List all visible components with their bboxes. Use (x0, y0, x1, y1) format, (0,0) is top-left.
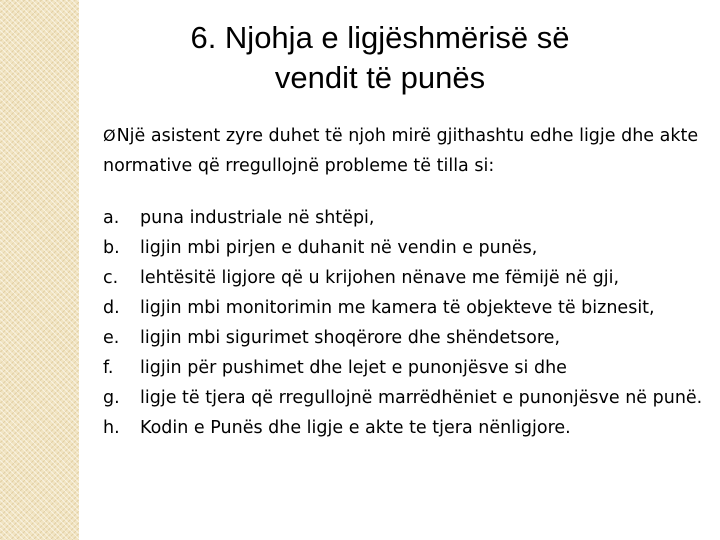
list-item (103, 203, 703, 233)
list-item-marker: h. (103, 418, 120, 438)
decorative-side-strip (0, 0, 79, 540)
list-item-text: ligje të tjera që rregullojnë marrëdhëniet e punonjësve në punë. (140, 388, 703, 408)
list-item-marker: c. (103, 268, 119, 288)
intro-paragraph (103, 121, 703, 181)
list-item-text: ligjin mbi sigurimet shoqërore dhe shëndetsore, (140, 328, 561, 348)
list-item-marker: f. (103, 358, 114, 378)
list-item (103, 293, 703, 323)
list-item-text: ligjin mbi pirjen e duhanit në vendin e punës, (140, 238, 538, 258)
list-item-text: ligjin për pushimet dhe lejet e punonjësve si dhe (140, 358, 567, 378)
list-item-marker: d. (103, 298, 120, 318)
list-item-text: ligjin mbi monitorimin me kamera të objekteve të biznesit, (140, 298, 655, 318)
list-item (103, 413, 703, 443)
list-item-marker: a. (103, 208, 120, 228)
arrow-bullet-icon: Ø (103, 126, 116, 145)
list-item (103, 383, 703, 413)
list-item (103, 263, 703, 293)
list-item-text: lehtësitë ligjore që u krijohen nënave me fëmijë në gji, (140, 268, 620, 288)
list-item (103, 323, 703, 353)
slide-title-line-1: 6. Njohja e ligjëshmërisë së (190, 20, 570, 55)
list-item-marker: g. (103, 388, 120, 408)
list-item-text: Kodin e Punës dhe ligje e akte te tjera nënligjore. (140, 418, 571, 438)
list-item (103, 353, 703, 383)
slide-title-line-2: vendit të punës (274, 60, 486, 95)
regulation-list (103, 203, 703, 443)
list-item (103, 233, 703, 263)
list-item-text: puna industriale në shtëpi, (140, 208, 375, 228)
list-item-marker: e. (103, 328, 120, 348)
list-item-marker: b. (103, 238, 120, 258)
intro-text: Një asistent zyre duhet të njoh mirë gjithashtu edhe ligje dhe akte normative që rregullojnë probleme të tilla si: (103, 126, 699, 176)
slide-title (100, 18, 660, 98)
